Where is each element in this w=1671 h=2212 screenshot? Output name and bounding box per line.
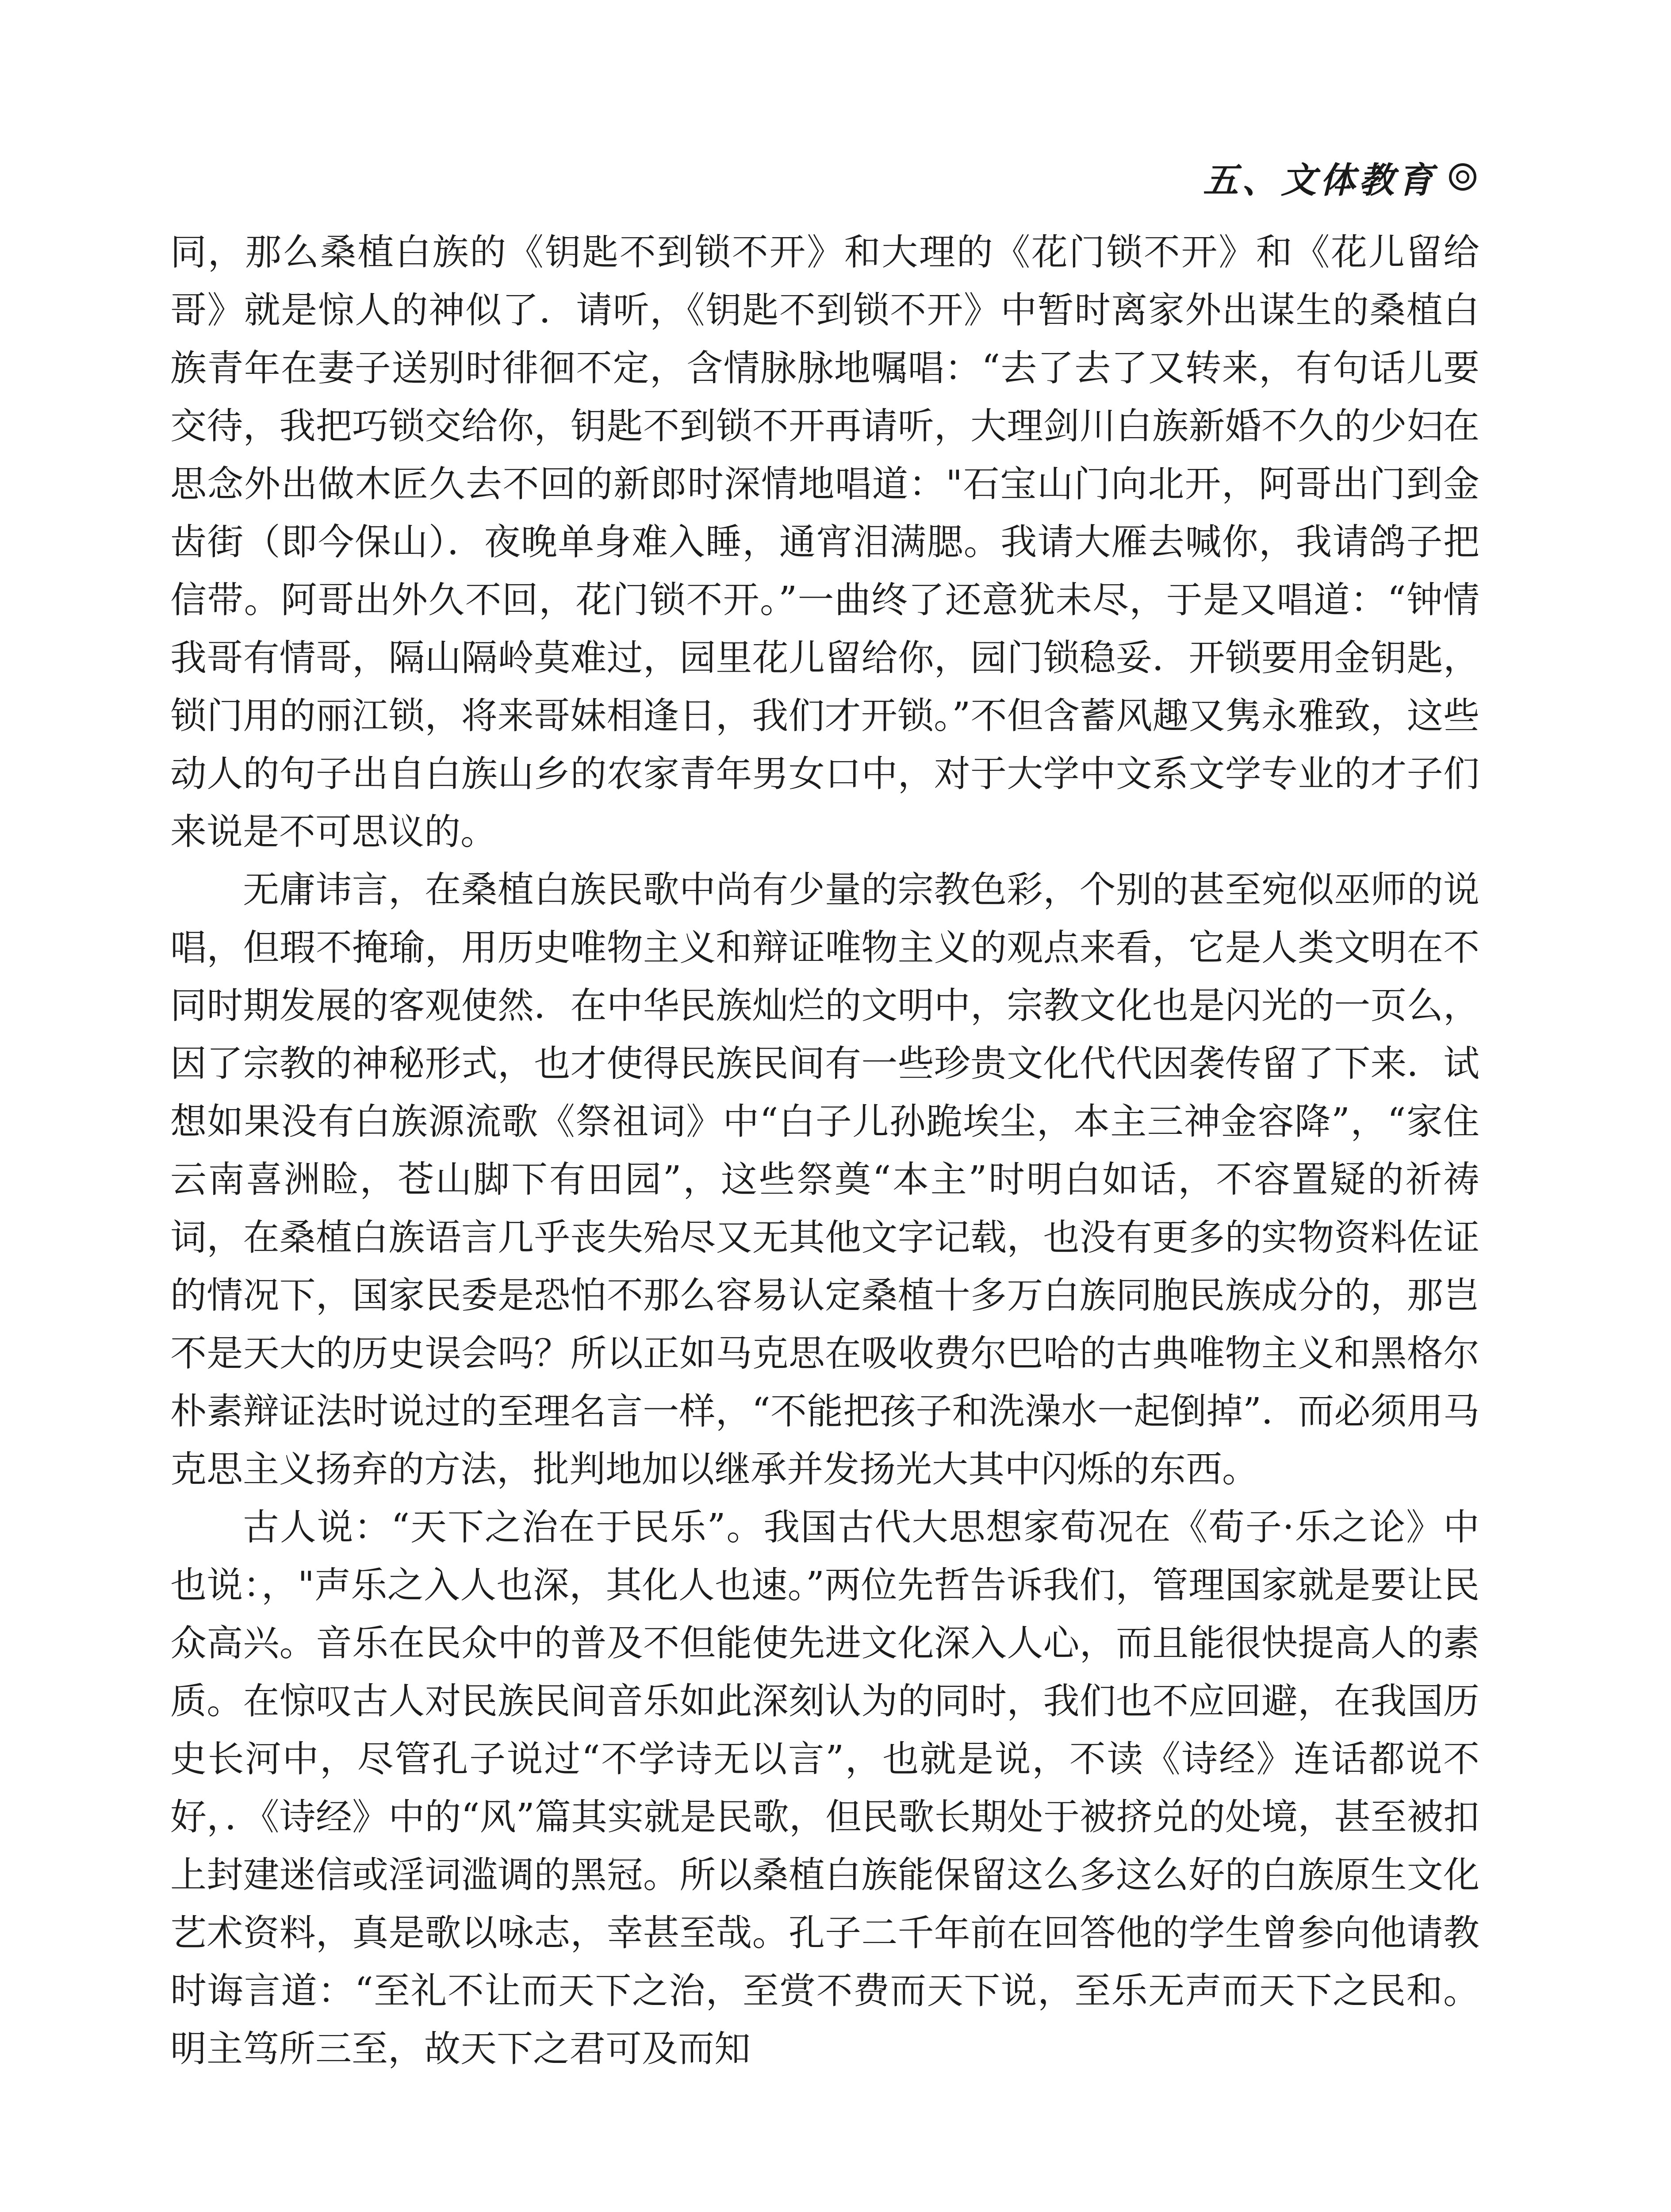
body-text [170,223,1479,2078]
paragraph: 无庸讳言，在桑植白族民歌中尚有少量的宗教色彩，个别的甚至宛似巫师的说唱，但瑕不掩瑜，用历史唯物主义和辩证唯物主义的观点来看，它是人类文明在不同时期发展的客观使然．在中华民族灿烂的文明中，宗教文化也是闪光的一页么，因了宗教的神秘形式，也才使得民族民间有一些珍贵文化代代因袭传留了下来．试想如果没有白族源流歌《祭祖词》中“白子儿孙跪埃尘，本主三神金容降”，“家住云南喜洲睑，苍山脚下有田园”，这些祭奠“本主”时明白如话，不容置疑的祈祷词，在桑植白族语言几乎丧失殆尽又无其他文字记载，也没有更多的实物资料佐证的情况下，国家民委是恐怕不那么容易认定桑植十多万白族同胞民族成分的，那岂不是天大的历史误会吗？所以正如马克思在吸收费尔巴哈的古典唯物主义和黑格尔朴素辩证法时说过的至理名言一样，“不能把孩子和洗澡水一起倒掉”．而必须用马克思主义扬弃的方法，批判地加以继承并发扬光大其中闪烁的东西。 [170,869,1479,1490]
paragraph: 古人说：“天下之治在于民乐”。我国古代大思想家荀况在《荀子·乐之论》中也说：，"声乐之入人也深，其化人也速。”两位先哲告诉我们，管理国家就是要让民众高兴。音乐在民众中的普及不但能使先进文化深入人心，而且能很快提高人的素质。在惊叹古人对民族民间音乐如此深刻认为的同时，我们也不应回避，在我国历史长河中，尽管孔子说过“不学诗无以言”，也就是说，不读《诗经》连话都说不好，．《诗经》中的“风”篇其实就是民歌，但民歌长期处于被挤兑的处境，甚至被扣上封建迷信或淫词滥调的黑冠。所以桑植白族能保留这么多这么好的白族原生文化艺术资料，真是歌以咏志，幸甚至哉。孔子二千年前在回答他的学生曾参向他请教时诲言道：“至礼不让而天下之治，至赏不费而天下说，至乐无声而天下之民和。明主笃所三至，故天下之君可及而知 [170,1506,1479,2070]
paragraph-continued: 同，那么桑植白族的《钥匙不到锁不开》和大理的《花门锁不开》和《花儿留给哥》就是惊人的神似了．请听，《钥匙不到锁不开》中暂时离家外出谋生的桑植白族青年在妻子送别时徘徊不定，含情脉脉地嘱唱：“去了去了又转来，有句话儿要交待，我把巧锁交给你，钥匙不到锁不开再请听，大理剑川白族新婚不久的少妇在思念外出做木匠久去不回的新郎时深情地唱道："石宝山门向北开，阿哥出门到金齿街（即今保山）．夜晚单身难入睡，通宵泪满腮。我请大雁去喊你，我请鸽子把信带。阿哥出外久不回，花门锁不开。”一曲终了还意犹未尽，于是又唱道：“钟情我哥有情哥，隔山隔岭莫难过，园里花儿留给你，园门锁稳妥．开锁要用金钥匙，锁门用的丽江锁，将来哥妹相逢日，我们才开锁。”不但含蓄风趣又隽永雅致，这些动人的句子出自白族山乡的农家青年男女口中，对于大学中文系文学专业的才子们来说是不可思议的。 [170,231,1479,853]
running-head [1203,144,1476,210]
double-circle-icon [1449,163,1476,191]
section-title: 五、文体教育 [1203,159,1437,201]
